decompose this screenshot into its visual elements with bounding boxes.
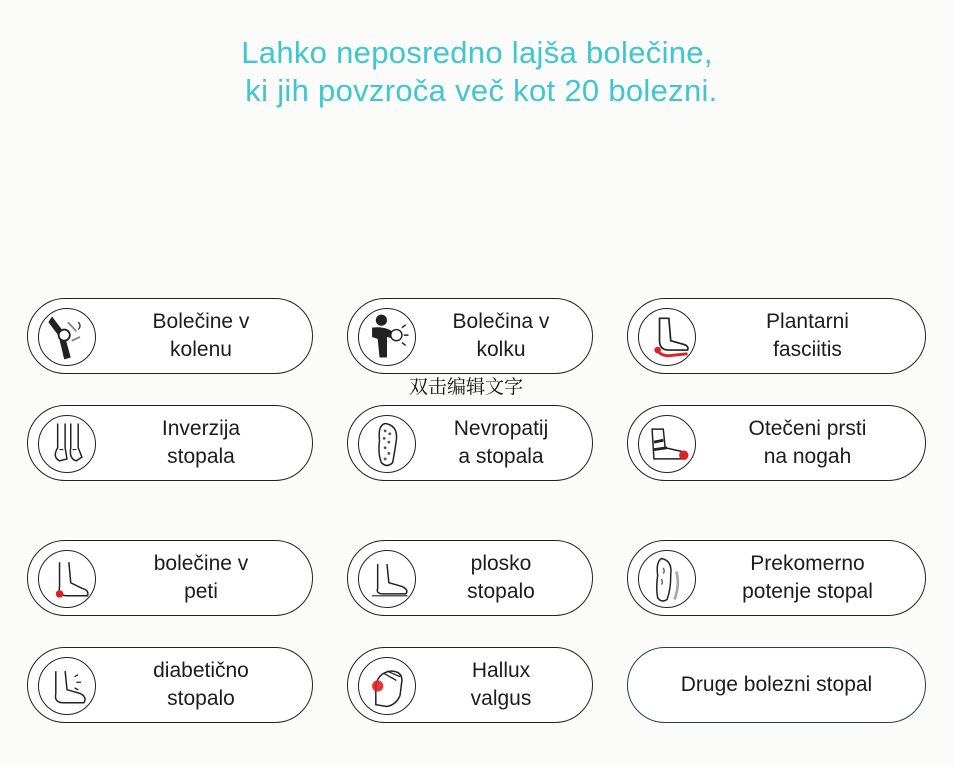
swollen-toes-icon (638, 415, 696, 473)
condition-card-foot-inversion (27, 405, 313, 481)
condition-card-foot-sweating (627, 540, 926, 616)
condition-card-hip-pain (347, 298, 593, 374)
condition-label: Otečeni prsti na nogah (748, 417, 867, 468)
condition-label: Bolečine v kolenu (152, 310, 250, 361)
condition-label: Hallux valgus (470, 659, 532, 710)
foot-sweat-icon (638, 550, 696, 608)
condition-card-knee-pain (27, 298, 313, 374)
hip-icon (358, 308, 416, 366)
condition-label: Nevropatij a stopala (453, 417, 549, 468)
heel-pain-icon (38, 550, 96, 608)
condition-label: diabetično stopalo (153, 659, 249, 710)
condition-label: Prekomerno potenje stopal (742, 552, 873, 603)
edit-text-overlay: 双击编辑文字 (409, 376, 524, 398)
diabetic-foot-icon (38, 657, 96, 715)
knee-icon (38, 308, 96, 366)
foot-inversion-icon (38, 415, 96, 473)
foot-neuropathy-icon (358, 415, 416, 473)
hallux-valgus-icon (358, 657, 416, 715)
condition-label: Bolečina v kolku (452, 310, 550, 361)
headline (0, 34, 954, 110)
condition-card-diabetic-foot (27, 647, 313, 723)
condition-card-other-foot-diseases (627, 647, 926, 723)
condition-card-plantar-fasciitis (627, 298, 926, 374)
condition-card-heel-pain (27, 540, 313, 616)
condition-label: Druge bolezni stopal (680, 673, 873, 696)
condition-card-foot-neuropathy (347, 405, 593, 481)
condition-card-swollen-toes (627, 405, 926, 481)
condition-card-flat-foot (347, 540, 593, 616)
headline-line-1: Lahko neposredno lajša bolečine, (241, 35, 713, 70)
condition-label: plosko stopalo (467, 552, 535, 603)
headline-line-2: ki jih povzroča več kot 20 bolezni. (236, 72, 718, 108)
flat-foot-icon (358, 550, 416, 608)
condition-label: Plantarni fasciitis (766, 310, 849, 361)
condition-label: Inverzija stopala (161, 417, 241, 468)
plantar-fasciitis-icon (638, 308, 696, 366)
condition-label: bolečine v peti (153, 552, 249, 603)
condition-card-hallux-valgus (347, 647, 593, 723)
